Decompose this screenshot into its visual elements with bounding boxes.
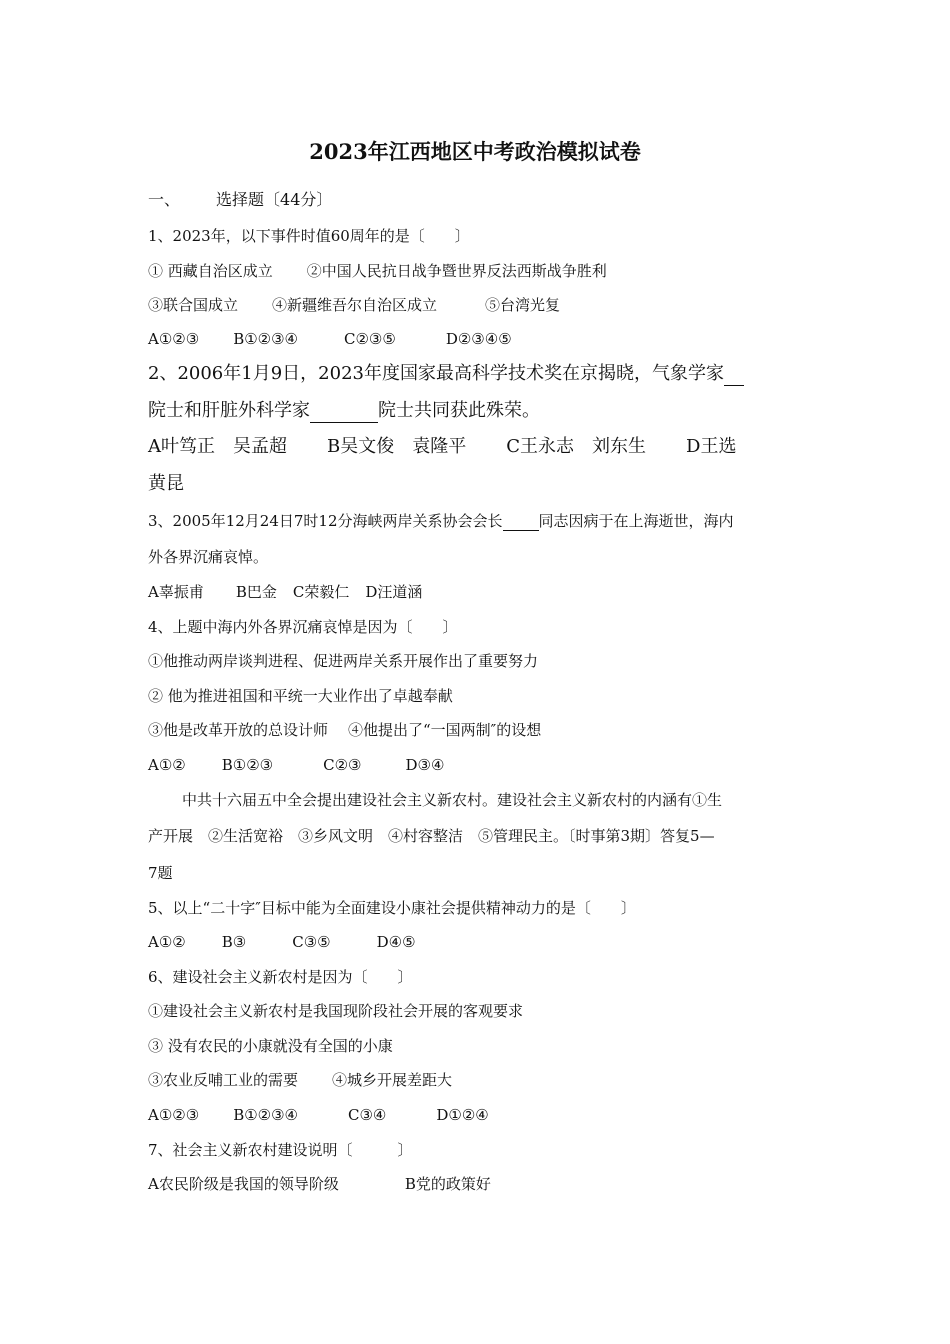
q1-choice-d: D②③④⑤ — [445, 330, 512, 348]
q2-choice-d-continued: 黄昆 — [148, 473, 184, 494]
q6-options-row-3 — [148, 1070, 452, 1090]
q3-choice-c: C荣毅仁 — [292, 583, 350, 601]
q1-option-4: ④新疆维吾尔自治区成立 — [272, 296, 438, 314]
q2-choice-a: A叶笃正 吴孟超 — [148, 436, 287, 457]
q4-options-row-3 — [148, 720, 541, 740]
q7-choice-a: A农民阶级是我国的领导阶级 — [148, 1175, 339, 1193]
q2-choices — [148, 435, 736, 459]
section-number: 一、 — [148, 190, 181, 209]
q3-choice-a: A辜振甫 — [148, 583, 204, 601]
q5-choice-a: A①② — [148, 933, 186, 951]
q6-stem: 6、建设社会主义新农村是因为〔 〕 — [148, 968, 413, 986]
q2-blank-2 — [310, 404, 378, 423]
q1-options-row-2 — [148, 295, 560, 315]
q1-choice-c: C②③⑤ — [344, 330, 396, 348]
passage-line-2: 产开展 ②生活宽裕 ③乡风文明 ④村容整洁 ⑤管理民主。〔时事第3期〕答复5— — [148, 827, 715, 845]
page-title: 2023年江西地区中考政治模拟试卷 — [309, 139, 641, 164]
q4-choice-a: A①② — [148, 756, 186, 774]
section-label: 选择题〔44分〕 — [216, 190, 333, 209]
q4-stem: 4、上题中海内外各界沉痛哀悼是因为〔 〕 — [148, 618, 458, 636]
q6-option-1: ①建设社会主义新农村是我国现阶段社会开展的客观要求 — [148, 1002, 524, 1020]
q3-choice-d: D汪道涵 — [365, 583, 423, 601]
passage-line-3: 7题 — [148, 864, 173, 882]
q1-option-2: ②中国人民抗日战争暨世界反法西斯战争胜利 — [306, 262, 607, 280]
q1-option-1: ① 西藏自治区成立 — [148, 262, 273, 280]
q5-choice-c: C③⑤ — [292, 933, 331, 951]
q3-blank — [503, 514, 539, 531]
q7-choices — [148, 1174, 491, 1194]
q6-option-3: ③农业反哺工业的需要 — [148, 1071, 299, 1089]
q7-stem: 7、社会主义新农村建设说明〔 〕 — [148, 1141, 413, 1159]
q2-stem-a: 2、2006年1月9日，2023年度国家最高科学技术奖在京揭晓，气象学家 — [148, 363, 724, 384]
q2-stem-line-2 — [148, 399, 540, 423]
q6-choice-d: D①②④ — [436, 1106, 489, 1124]
q2-choice-b: B吴文俊 袁隆平 — [327, 436, 467, 457]
q4-option-2: ② 他为推进祖国和平统一大业作出了卓越奉献 — [148, 687, 453, 705]
q5-choice-b: B③ — [221, 933, 247, 951]
q7-choice-b: B党的政策好 — [404, 1175, 491, 1193]
passage-line-1: 中共十六届五中全会提出建设社会主义新农村。建设社会主义新农村的内涵有①生 — [182, 791, 723, 809]
q5-stem: 5、以上“二十字″目标中能为全面建设小康社会提供精神动力的是〔 〕 — [148, 899, 636, 917]
q3-stem-line-2: 外各界沉痛哀悼。 — [148, 548, 269, 566]
q2-stem-line-1 — [148, 362, 744, 386]
q4-choice-c: C②③ — [323, 756, 362, 774]
q3-choice-b: B巴金 — [235, 583, 277, 601]
q5-choice-d: D④⑤ — [376, 933, 416, 951]
q1-choice-a: A①②③ — [148, 330, 200, 348]
q3-stem-b: 同志因病于在上海逝世，海内 — [538, 512, 734, 530]
q2-choice-d: D王选 — [686, 436, 737, 457]
q6-choice-b: B①②③④ — [233, 1106, 298, 1124]
q4-option-1: ①他推动两岸谈判进程、促进两岸关系开展作出了重要努力 — [148, 652, 539, 670]
q1-stem: 1、2023年，以下事件时值60周年的是〔 〕 — [148, 227, 470, 245]
q5-choices — [148, 932, 416, 952]
q1-choice-b: B①②③④ — [233, 330, 298, 348]
q1-option-5: ⑤台湾光复 — [485, 296, 561, 314]
q3-stem-a: 3、2005年12月24日7时12分海峡两岸关系协会会长 — [148, 512, 503, 530]
q4-option-3: ③他是改革开放的总设计师 — [148, 721, 329, 739]
q4-choice-b: B①②③ — [221, 756, 274, 774]
q4-choice-d: D③④ — [405, 756, 445, 774]
q1-option-3: ③联合国成立 — [148, 296, 239, 314]
q6-option-2: ③ 没有农民的小康就没有全国的小康 — [148, 1037, 393, 1055]
q6-choice-c: C③④ — [348, 1106, 387, 1124]
q3-choices — [148, 582, 422, 602]
q2-blank-1 — [724, 367, 744, 386]
q4-choices — [148, 755, 444, 775]
q2-stem-c: 院士共同获此殊荣。 — [378, 400, 540, 421]
section-heading — [148, 190, 332, 210]
q4-option-4: ④他提出了“一国两制″的设想 — [348, 721, 542, 739]
q2-stem-b: 院士和肝脏外科学家 — [148, 400, 310, 421]
q1-choices — [148, 329, 512, 349]
q6-choice-a: A①②③ — [148, 1106, 200, 1124]
q6-choices — [148, 1105, 489, 1125]
q6-option-4: ④城乡开展差距大 — [332, 1071, 453, 1089]
q3-stem-line-1 — [148, 511, 734, 531]
q1-options-row-1 — [148, 261, 607, 281]
q2-choice-c: C王永志 刘东生 — [506, 436, 647, 457]
